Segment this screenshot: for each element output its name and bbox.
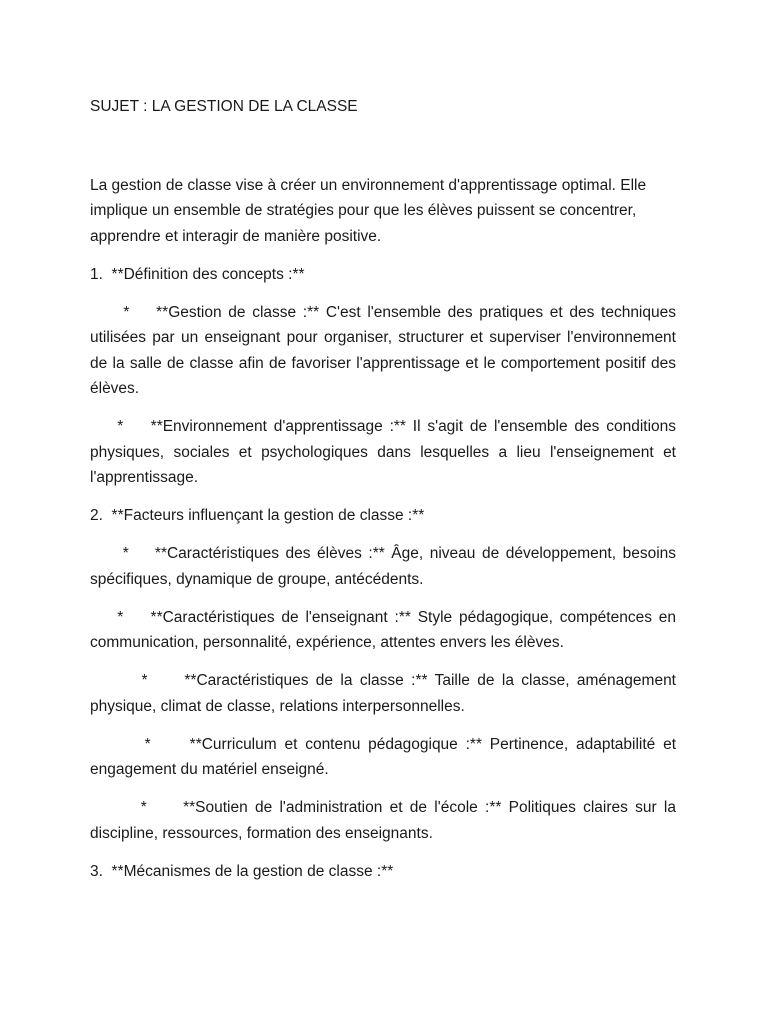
section-heading-2: 2. **Facteurs influençant la gestion de classe :** bbox=[90, 507, 425, 524]
bullet-item bbox=[90, 605, 676, 656]
bullet-item bbox=[90, 668, 676, 719]
bullet-item bbox=[90, 732, 676, 783]
bullet-text: **Caractéristiques de la classe :** Taille de la classe, aménagement physique, climat de classe, relations interpersonnelles. bbox=[90, 672, 676, 715]
bullet-text: **Gestion de classe :** C'est l'ensemble des pratiques et des techniques utilisées par un enseignant pour organiser, structurer et superviser l'environnement de la salle de classe afin de favoriser l'apprentissage et le comportement positif des élèves. bbox=[90, 303, 676, 397]
bullet-marker: * bbox=[90, 799, 184, 816]
bullet-marker: * bbox=[90, 672, 185, 689]
bullet-text: **Caractéristiques de l'enseignant :** Style pédagogique, compétences en communication, personnalité, expérience, attentes envers les élèves. bbox=[90, 608, 676, 651]
bullet-marker: * bbox=[90, 608, 151, 626]
bullet-marker: * bbox=[90, 545, 155, 562]
bullet-marker: * bbox=[90, 735, 190, 753]
intro-paragraph: La gestion de classe vise à créer un environnement d'apprentissage optimal. Elle implique un ensemble de stratégies pour que les élèves puissent se concentrer, apprendre et interagir de manière positive. bbox=[90, 176, 647, 245]
document-body bbox=[90, 94, 676, 897]
bullet-text: **Soutien de l'administration et de l'école :** Politiques claires sur la discipline, ressources, formation des enseignants. bbox=[90, 799, 676, 842]
section-heading-3: 3. **Mécanismes de la gestion de classe :** bbox=[90, 862, 394, 880]
section-heading-1: 1. **Définition des concepts :** bbox=[90, 265, 305, 283]
bullet-marker: * bbox=[90, 303, 157, 321]
document-title: SUJET : LA GESTION DE LA CLASSE bbox=[90, 98, 358, 115]
bullet-text: **Environnement d'apprentissage :** Il s'agit de l'ensemble des conditions physiques, sociales et psychologiques dans lesquelles a lieu l'enseignement et l'apprentissage. bbox=[90, 418, 677, 486]
bullet-item bbox=[90, 414, 676, 491]
bullet-marker: * bbox=[90, 418, 151, 435]
bullet-text: **Caractéristiques des élèves :** Âge, niveau de développement, besoins spécifiques, dynamique de groupe, antécédents. bbox=[90, 545, 677, 588]
bullet-item bbox=[90, 541, 676, 592]
bullet-item bbox=[90, 795, 676, 846]
bullet-item bbox=[90, 300, 676, 402]
bullet-text: **Curriculum et contenu pédagogique :** Pertinence, adaptabilité et engagement du matériel enseigné. bbox=[90, 735, 677, 778]
